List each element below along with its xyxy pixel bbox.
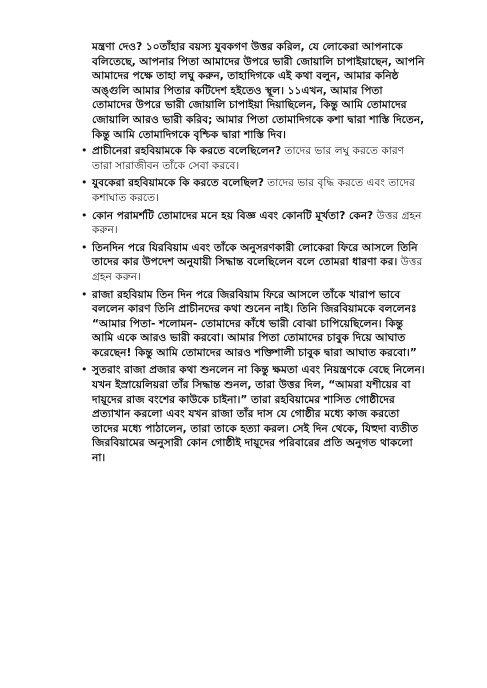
bullet-icon: • — [81, 144, 88, 158]
bullet-icon: • — [81, 363, 88, 377]
answer-text: তাদের ভার লঘু করতে কারণ তারা সারাজীবন তাঁকে সেবা করবে। — [92, 145, 405, 172]
bullet-item — [81, 363, 425, 465]
bullet-list — [81, 144, 425, 465]
answer-text: তাদের ভার বৃদ্ধি করতে এবং তাদের কশাঘাত করতে। — [92, 177, 415, 204]
bullet-icon: • — [81, 176, 88, 190]
narrative-text: রাজা রহবিয়াম তিন দিন পরে জিরবিয়াম ফিরে আসলে তাঁকে খারাপ ভাবে বললেন কারণ তিনি প্রাচীনদের কথা শুনেন নাই। তিনি জিরবিয়ামকে বললেনঃ “আমার পিতা- শলোমন- তোমাদের কাঁধে ভারী বোঝা চাপিয়েছিলেন। কিন্তু আমি একে আরও ভারী করবো। আমার পিতা তোমাদের চাবুক দিয়ে আঘাত করেছেন! কিন্তু আমি তোমাদের আরও শক্তিশালী চাবুক দ্বারা আঘাত করবো।” — [92, 288, 417, 359]
bullet-icon: • — [81, 240, 88, 254]
question-text: কোন পরামর্শটি তোমাদের মনে হয় বিজ্ঞ এবং কোনটি মূর্খতা? কেন? — [92, 209, 374, 222]
question-text: যুবকেরা রহবিয়ামকে কি করতে বলেছিল? — [92, 177, 264, 190]
question-text: তিনদিন পরে যিরবিয়াম এবং তাঁকে অনুসরণকারী লোকেরা ফিরে আসলে তিনি তাদের কার উপদেশ অনুযায়ী সিদ্ধান্ত বলেছিলেন বলে তোমরা ধারণা কর। — [92, 241, 418, 269]
intro-paragraph: মন্ত্রণা দেও? ১০তাঁহার বয়স্য যুবকগণ উত্তর করিল, যে লোকেরা আপনাকে বলিতেছে, আপনার পিতা আমাদের উপরে ভারী জোয়ালি চাপাইয়াছেন, আপনি আমাদের পক্ষে তাহা লঘু করুন, তাহাদিগকে এই কথা বলুন, আমার কনিষ্ঠ অঙ্গুলি আমার পিতার কটিদেশ হইতেও স্থূল। ১১এখন, আমার পিতা তোমাদের উপরে ভারী জোয়ালি চাপাইয়া দিয়াছিলেন, কিন্তু আমি তোমাদের জোয়ালি আরও ভারী করিব; আমার পিতা তোমাদিগকে কশা দ্বারা শাস্তি দিতেন, কিন্তু আমি তোমাদিগকে বৃশ্চিক দ্বারা শাস্তি দিব। — [92, 41, 425, 141]
bullet-item — [81, 176, 425, 205]
question-text: প্রাচীনেরা রহবিয়ামকে কি করতে বলেছিলেন? — [92, 145, 282, 158]
bullet-icon: • — [81, 287, 88, 301]
narrative-text: সুতরাং রাজা প্রজার কথা শুনলেন না কিন্তু ক্ষমতা এবং নিয়ন্ত্রণকে বেছে নিলেন। যখন ইস্রায়েলিয়রা তাঁর সিদ্ধান্ত শুনল, তারা উত্তর দিল, “আমরা যশীয়ের বা দায়ূদের রাজ বংশের কাউকে চাইনা।” তারা রহবিয়ামের শাসিত গোষ্ঠীদের প্রত্যাখান করলো এবং যখন রাজা তাঁর দাস যে গোষ্ঠীর মধ্যে কাজ করতো তাদের মধ্যে পাঠালেন, তারা তাকে হত্যা করল। সেই দিন থেকে, যিহুদা ব্যতীত জিরবিয়ামের অনুসারী কোন গোষ্ঠীই দায়ূদের পরিবারের প্রতি অনুগত থাকলো না। — [92, 364, 425, 465]
bullet-item — [81, 240, 425, 285]
bullet-item — [81, 144, 425, 173]
answer-text: উত্তর গ্রহন করুন। — [92, 256, 423, 283]
bullet-icon: • — [81, 208, 88, 222]
bullet-item — [81, 208, 425, 238]
answer-text: উত্তর গ্রহন করুন। — [92, 209, 422, 237]
bullet-item — [81, 287, 425, 361]
